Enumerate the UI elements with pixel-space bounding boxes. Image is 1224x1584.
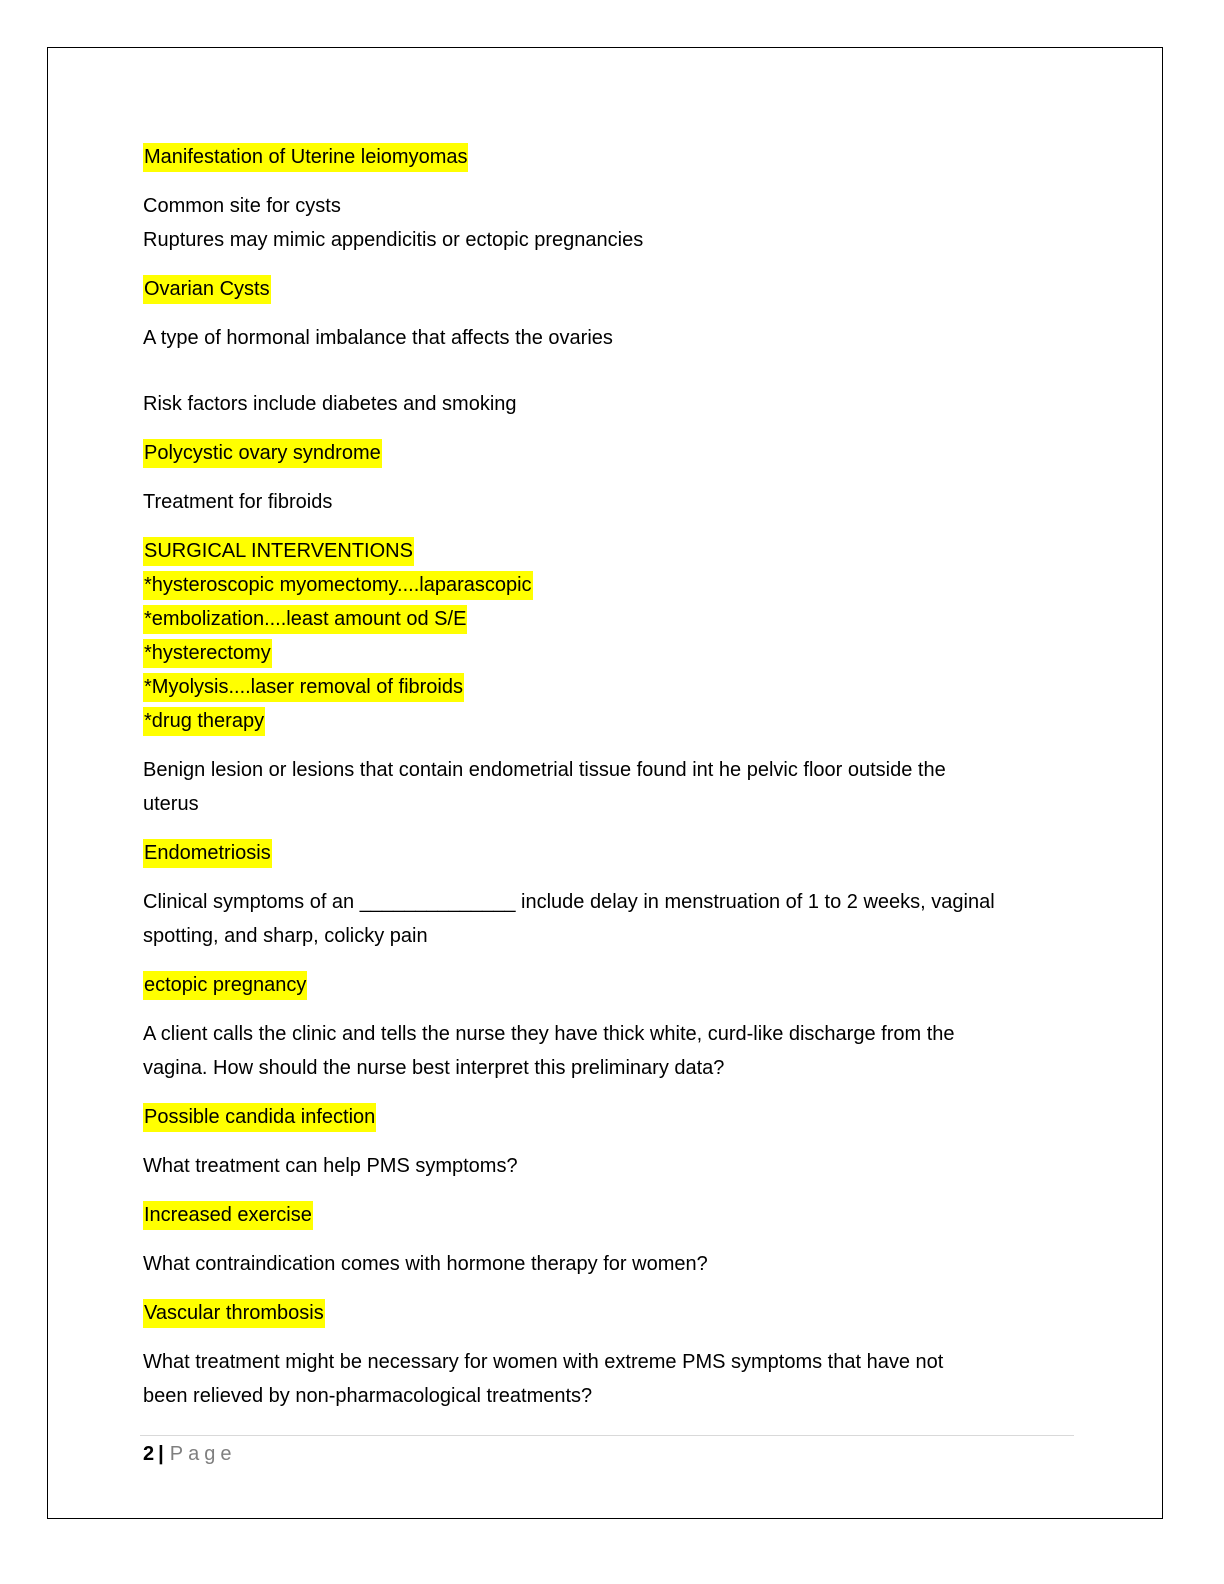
page-label: Page	[169, 1443, 237, 1465]
paragraph-benign-lesion: Benign lesion or lesions that contain endometrial tissue found int he pelvic floor outside the uterus	[143, 759, 946, 815]
question-contraindication: What contraindication comes with hormone therapy for women?	[143, 1253, 708, 1275]
list-item: *hysterectomy	[143, 636, 1073, 670]
question-fibroids: Treatment for fibroids	[143, 491, 333, 513]
surgical-title: SURGICAL INTERVENTIONS	[143, 534, 1073, 568]
answer-candida: Possible candida infection	[143, 1100, 1073, 1134]
paragraph-cysts	[143, 189, 1073, 257]
answer-ectopic-pregnancy: ectopic pregnancy	[143, 968, 1073, 1002]
text-line: Ruptures may mimic appendicitis or ectopic pregnancies	[143, 229, 644, 251]
page-footer	[143, 1438, 236, 1470]
answer-exercise: Increased exercise	[143, 1198, 1073, 1232]
heading-uterine-leiomyomas: Manifestation of Uterine leiomyomas	[143, 140, 1073, 174]
surgical-interventions-list	[143, 534, 1073, 738]
list-item: *Myolysis....laser removal of fibroids	[143, 670, 1073, 704]
footer-divider	[140, 1435, 1074, 1436]
list-item: *drug therapy	[143, 704, 1073, 738]
list-item: *hysteroscopic myomectomy....laparascopic	[143, 568, 1073, 602]
answer-ovarian-cysts: Ovarian Cysts	[143, 272, 1073, 306]
list-item: *embolization....least amount od S/E	[143, 602, 1073, 636]
paragraph-hormonal: A type of hormonal imbalance that affects the ovaries	[143, 327, 613, 349]
footer-separator: |	[158, 1443, 164, 1465]
paragraph-clinical-symptoms: Clinical symptoms of an ______________ include delay in menstruation of 1 to 2 weeks, vaginal spotting, and sharp, colicky pain	[143, 891, 995, 947]
answer-thrombosis: Vascular thrombosis	[143, 1296, 1073, 1330]
answer-pcos: Polycystic ovary syndrome	[143, 436, 1073, 470]
text-line: Common site for cysts	[143, 195, 341, 217]
document-body	[143, 140, 1073, 1428]
question-pms-treatment: What treatment can help PMS symptoms?	[143, 1155, 518, 1177]
answer-endometriosis: Endometriosis	[143, 836, 1073, 870]
paragraph-client-call: A client calls the clinic and tells the nurse they have thick white, curd-like discharge from the vagina. How should the nurse best interpret this preliminary data?	[143, 1023, 955, 1079]
question-extreme-pms: What treatment might be necessary for women with extreme PMS symptoms that have not been relieved by non-pharmacological treatments?	[143, 1351, 944, 1407]
page-number: 2	[143, 1443, 155, 1465]
paragraph-risk-factors: Risk factors include diabetes and smoking	[143, 393, 517, 415]
